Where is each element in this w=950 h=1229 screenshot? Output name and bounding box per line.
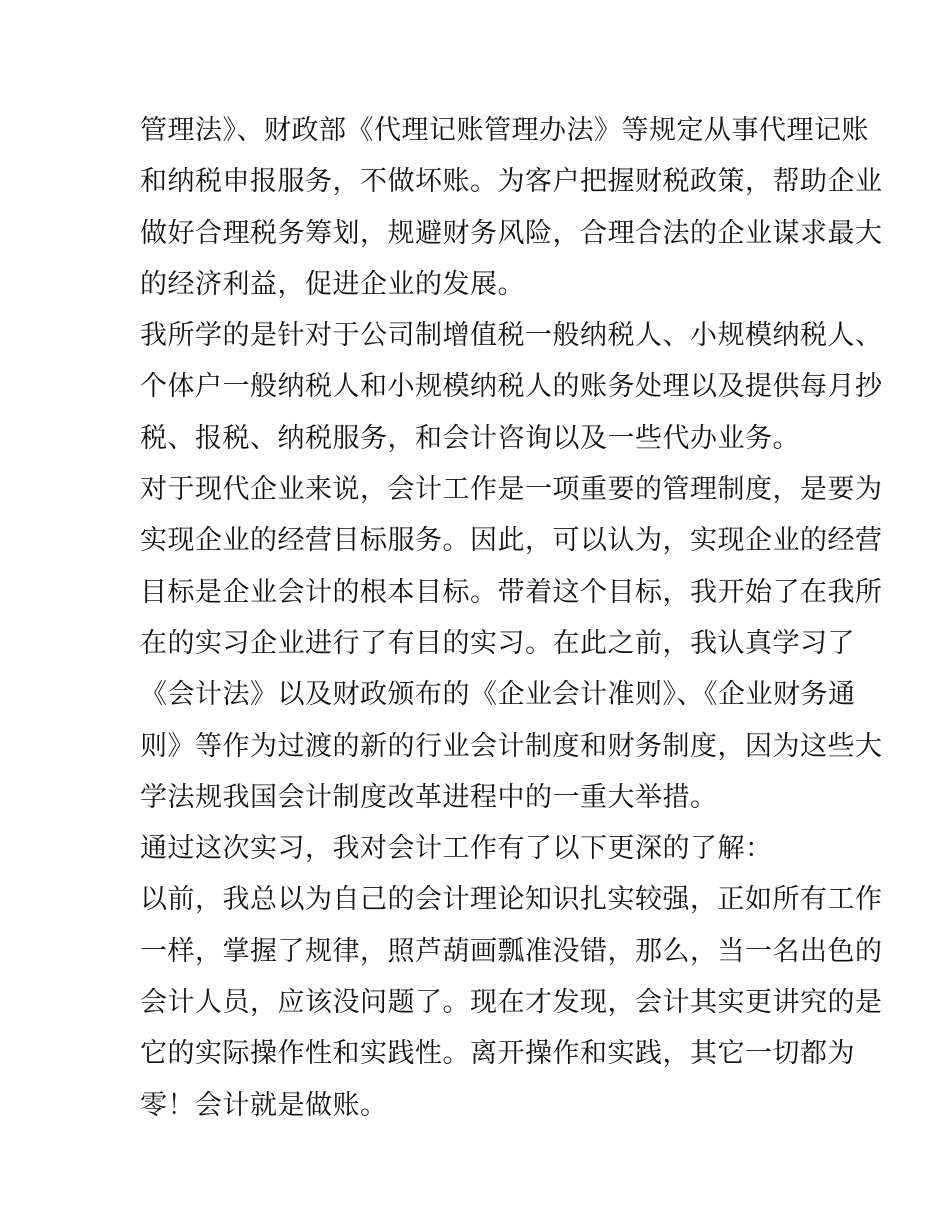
text-line: 个体户一般纳税人和小规模纳税人的账务处理以及提供每月抄 <box>140 371 883 403</box>
text-line: 以前，我总以为自己的会计理论知识扎实较强，正如所有工作 <box>140 884 883 916</box>
text-line: 做好合理税务筹划，规避财务风险，合理合法的企业谋求最大 <box>140 217 883 249</box>
document-body <box>140 105 883 1131</box>
text-line: 的经济利益，促进企业的发展。 <box>140 268 525 300</box>
text-line: 在的实习企业进行了有目的实习。在此之前，我认真学习了 <box>140 627 855 659</box>
text-line: 税、报税、纳税服务，和会计咨询以及一些代办业务。 <box>140 422 800 454</box>
text-line: 它的实际操作性和实践性。离开操作和实践，其它一切都为 <box>140 1038 855 1070</box>
text-line: 会计人员，应该没问题了。现在才发现，会计其实更讲究的是 <box>140 987 883 1019</box>
text-line: 通过这次实习，我对会计工作有了以下更深的了解： <box>140 833 773 865</box>
text-line: 我所学的是针对于公司制增值税一般纳税人、小规模纳税人、 <box>140 320 883 352</box>
text-line: 对于现代企业来说，会计工作是一项重要的管理制度，是要为 <box>140 474 883 506</box>
text-line: 《会计法》以及财政颁布的《企业会计准则》、《企业财务通 <box>140 679 856 711</box>
text-line: 零！会计就是做账。 <box>140 1089 388 1121</box>
text-line: 则》等作为过渡的新的行业会计制度和财务制度，因为这些大 <box>140 730 883 762</box>
text-line: 目标是企业会计的根本目标。带着这个目标，我开始了在我所 <box>140 576 883 608</box>
text-line: 管理法》、财政部《代理记账管理办法》等规定从事代理记账 <box>140 115 869 146</box>
text-line: 和纳税申报服务，不做坏账。为客户把握财税政策，帮助企业 <box>140 166 883 198</box>
text-line: 实现企业的经营目标服务。因此，可以认为，实现企业的经营 <box>140 525 883 557</box>
text-line: 学法规我国会计制度改革进程中的一重大举措。 <box>140 781 718 813</box>
text-line: 一样，掌握了规律，照芦葫画瓢准没错，那么，当一名出色的 <box>140 935 883 967</box>
